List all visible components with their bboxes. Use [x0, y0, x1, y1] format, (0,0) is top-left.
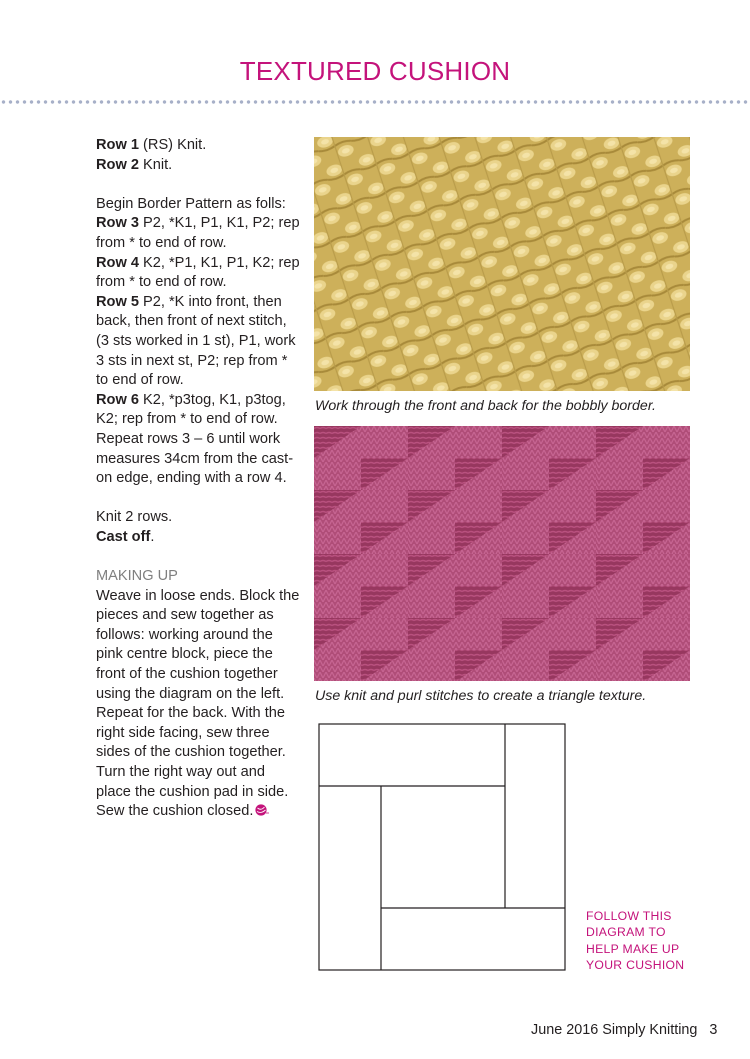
page-number: 3: [709, 1022, 718, 1038]
row-4-label: Row 4: [96, 254, 139, 271]
photo2-caption: Use knit and purl stitches to create a triangle texture.: [315, 688, 647, 704]
knit-two-rows: Knit 2 rows.: [96, 509, 173, 526]
diagram-outline: [319, 724, 565, 970]
pink-knit-photo: [314, 426, 690, 681]
row-1-label: Row 1: [96, 137, 139, 153]
row-1-text: (RS) Knit.: [138, 137, 207, 153]
row-6-label: Row 6: [96, 391, 139, 408]
row-1: [96, 136, 301, 156]
issue-label: June 2016 Simply Knitting: [531, 1022, 698, 1038]
photo1-caption: Work through the front and back for the bobbly border.: [315, 398, 656, 414]
cast-off: [96, 528, 301, 548]
making-up-heading: MAKING UP: [96, 568, 178, 585]
diagram-note: FOLLOW THIS DIAGRAM TO HELP MAKE UP YOUR CUSHION: [586, 909, 685, 973]
row-3: [96, 214, 301, 253]
assembly-diagram: [318, 723, 568, 978]
begin-border: Begin Border Pattern as folls:: [96, 195, 286, 212]
row-3-text: P2, *K1, P1, K1, P2; rep from * to end of row.: [96, 215, 300, 251]
row-4-text: K2, *P1, K1, P1, K2; rep from * to end of row.: [96, 254, 300, 291]
yellow-knit-photo: [314, 137, 690, 391]
row-2-text: Knit.: [138, 156, 173, 173]
row-6-text: K2, *p3tog, K1, p3tog, K2; rep from * to end of row.: [96, 391, 286, 428]
making-up-body: Weave in loose ends. Block the pieces and sew together as follows: working around the pink centre block, piece the front of the cushion together using the diagram on the left. Repeat for the back. With the right side facing, sew three sides of the cushion together. Turn the right way out and place the cushion pad in side. Sew the cushion closed.: [96, 587, 300, 820]
row-5-text: P2, *K into front, then back, then front of next stitch, (3 sts worked in 1 st), P1, work 3 sts in next st, P2; rep from * to end of row.: [96, 293, 296, 389]
row-2-label: Row 2: [96, 156, 139, 173]
page-title: TEXTURED CUSHION: [239, 56, 511, 86]
row-2: [96, 156, 301, 176]
row-4: [96, 254, 301, 293]
row-5-label: Row 5: [96, 293, 139, 310]
yarn-ball-icon: [255, 803, 269, 817]
page-footer: [531, 1022, 717, 1038]
pattern-instructions: [96, 136, 301, 822]
dotted-divider: [0, 99, 750, 105]
row-3-label: Row 3: [96, 215, 139, 232]
repeat-instruction: Repeat rows 3 – 6 until work measures 34cm from the cast-on edge, ending with a row 4.: [96, 430, 294, 487]
making-up-text: [96, 587, 301, 822]
cast-off-label: Cast off: [96, 528, 151, 545]
row-6: [96, 391, 301, 430]
cast-off-end: .: [150, 528, 155, 545]
row-5: [96, 293, 301, 391]
